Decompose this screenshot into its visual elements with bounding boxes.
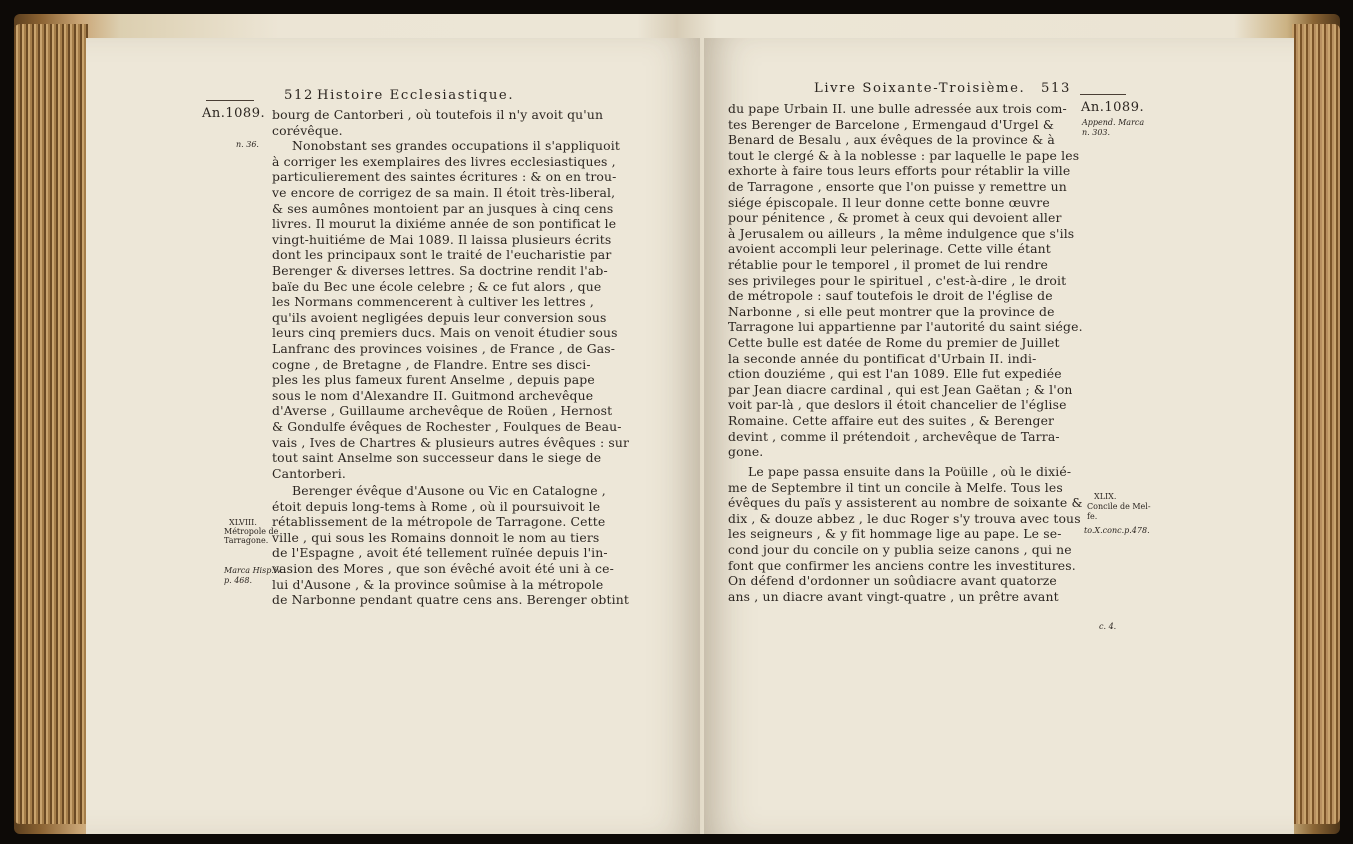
text-line: gone. xyxy=(728,444,764,460)
left-margin-note: Marca Hisp.iv. xyxy=(224,566,283,575)
right-header-rule xyxy=(1080,94,1126,95)
text-line: Nonobstant ses grandes occupations il s'appliquoit xyxy=(292,138,621,154)
left-margin-note: Tarragone. xyxy=(224,536,269,545)
text-line: à Jerusalem ou ailleurs , la même indulgence que s'ils xyxy=(728,225,1075,241)
text-line: du pape Urbain II. une bulle adressée aux trois com- xyxy=(728,101,1067,116)
right-year-marker: An.1089. xyxy=(1081,100,1145,115)
text-line: rétablissement de la métropole de Tarragone. Cette xyxy=(272,514,606,530)
left-running-title: Histoire Ecclesiastique. xyxy=(317,88,515,103)
left-year-marker: An.1089. xyxy=(202,106,266,121)
right-page-number: 513 xyxy=(1041,81,1071,96)
text-line: la seconde année du pontificat d'Urbain II. indi- xyxy=(728,350,1037,366)
left-header-rule xyxy=(206,100,254,101)
text-line: siége épiscopale. Il leur donne cette bonne œuvre xyxy=(728,194,1050,210)
right-margin-note: XLIX. xyxy=(1094,492,1117,501)
text-line: dont les principaux sont le traité de l'eucharistie par xyxy=(272,247,612,263)
text-line: me de Septembre il tint un concile à Melfe. Tous les xyxy=(728,479,1063,495)
text-line: Lanfranc des provinces voisines , de France , de Gas- xyxy=(272,341,616,356)
text-line: dix , & douze abbez , le duc Roger s'y trouva avec tous xyxy=(728,510,1081,526)
text-line: Tarragone lui appartienne par l'autorité du saint siége. xyxy=(728,319,1083,335)
text-line: & Gondulfe évêques de Rochester , Foulques de Beau- xyxy=(272,419,622,434)
left-margin-note: p. 468. xyxy=(224,576,253,585)
text-line: les Normans commencerent à cultiver les lettres , xyxy=(272,294,594,310)
text-line: Le pape passa ensuite dans la Poüille , où le dixié- xyxy=(748,464,1072,479)
text-line: de l'Espagne , avoit été tellement ruïnée depuis l'in- xyxy=(272,545,608,561)
text-line: de métropole : sauf toutefois le droit de l'église de xyxy=(728,288,1053,304)
text-line: de Tarragone , ensorte que l'on puisse y remettre un xyxy=(728,179,1067,194)
right-running-title: Livre Soixante-Troisième. xyxy=(814,81,1026,96)
text-line: pour pénitence , & promet à ceux qui devoient aller xyxy=(728,210,1062,226)
text-line: corévêque. xyxy=(272,122,343,138)
text-line: cogne , de Bretagne , de Flandre. Entre ses disci- xyxy=(272,356,591,372)
text-line: étoit depuis long-tems à Rome , où il poursuivoit le xyxy=(272,498,601,514)
text-line: rétablie pour le temporel , il promet de lui rendre xyxy=(728,257,1049,272)
text-line: baïe du Bec une école celebre ; & ce fut alors , que xyxy=(272,278,602,294)
right-margin-note: fe. xyxy=(1087,512,1098,521)
text-line: ans , un diacre avant vingt-quatre , un prêtre avant xyxy=(728,588,1059,604)
text-line: les seigneurs , & y fit hommage lige au pape. Le se- xyxy=(728,526,1062,542)
text-line: lui d'Ausone , & la province soûmise à la métropole xyxy=(272,576,604,592)
text-line: à corriger les exemplaires des livres ecclesiastiques , xyxy=(272,153,616,169)
open-book xyxy=(14,14,1340,834)
right-margin-note: Append. Marca xyxy=(1082,118,1145,127)
right-margin-note: Concile de Mel- xyxy=(1087,502,1151,511)
text-line: d'Averse , Guillaume archevêque de Roüen , Hernost xyxy=(272,403,613,419)
text-line: voit par-là , que deslors il étoit chancelier de l'église xyxy=(728,397,1067,413)
left-page-number: 512 xyxy=(284,88,314,103)
text-line: leurs cinq premiers ducs. Mais on venoit étudier sous xyxy=(272,325,618,341)
text-line: de Narbonne pendant quatre cens ans. Berenger obtint xyxy=(272,592,629,608)
text-line: bourg de Cantorberi , où toutefois il n'y avoit qu'un xyxy=(272,107,604,122)
text-line: vasion des Mores , que son évêché avoit été uni à ce- xyxy=(272,561,614,576)
text-line: livres. Il mourut la dixiéme année de son pontificat le xyxy=(272,216,617,232)
left-page-edges xyxy=(14,24,88,824)
text-line: tout le clergé & à la noblesse : par laquelle le pape les xyxy=(728,147,1080,163)
text-line: Berenger évêque d'Ausone ou Vic en Catalogne , xyxy=(292,483,606,498)
text-line: particulierement des saintes écritures : & on en trou- xyxy=(272,169,617,185)
text-line: vingt-huitiéme de Mai 1089. Il laissa plusieurs écrits xyxy=(272,231,612,247)
right-margin-note: to.X.conc.p.478. xyxy=(1084,526,1150,535)
text-line: ville , qui sous les Romains donnoit le nom au tiers xyxy=(272,529,600,545)
text-line: devint , comme il prétendoit , archevêque de Tarra- xyxy=(728,428,1060,444)
left-margin-note: XLVIII. xyxy=(229,518,257,527)
right-margin-note: n. 303. xyxy=(1082,128,1111,137)
text-line: Romaine. Cette affaire eut des suites , & Berenger xyxy=(728,413,1055,428)
text-line: cond jour du concile on y publia seize canons , qui ne xyxy=(728,542,1072,557)
text-line: sous le nom d'Alexandre II. Guitmond archevêque xyxy=(272,387,594,403)
text-line: On défend d'ordonner un soûdiacre avant quatorze xyxy=(728,573,1057,589)
text-line: ses privileges pour le spirituel , c'est-à-dire , le droit xyxy=(728,272,1067,288)
text-line: ples les plus fameux furent Anselme , depuis pape xyxy=(272,372,595,388)
right-margin-note: c. 4. xyxy=(1099,622,1117,631)
text-line: évêques du païs y assisterent au nombre de soixante & xyxy=(728,495,1083,511)
text-line: Cantorberi. xyxy=(272,465,346,481)
text-line: ction douziéme , qui est l'an 1089. Elle fut expediée xyxy=(728,366,1062,382)
text-line: Berenger & diverses lettres. Sa doctrine rendit l'ab- xyxy=(272,263,608,278)
left-margin-note: n. 36. xyxy=(236,140,259,149)
text-line: tout saint Anselme son successeur dans le siege de xyxy=(272,450,602,466)
text-line: tes Berenger de Barcelone , Ermengaud d'Urgel & xyxy=(728,116,1054,132)
text-line: exhorte à faire tous leurs efforts pour rétablir la ville xyxy=(728,163,1071,179)
right-page-edges xyxy=(1292,24,1340,824)
text-line: avoient accompli leur pelerinage. Cette ville étant xyxy=(728,241,1051,257)
left-margin-note: Métropole de xyxy=(224,527,279,536)
text-line: & ses aumônes montoient par an jusques à cinq cens xyxy=(272,200,614,216)
text-line: Narbonne , si elle peut montrer que la province de xyxy=(728,303,1055,319)
text-line: Benard de Besalu , aux évêques de la province & à xyxy=(728,132,1055,148)
text-line: Cette bulle est datée de Rome du premier de Juillet xyxy=(728,335,1060,350)
text-line: qu'ils avoient negligées depuis leur conversion sous xyxy=(272,309,607,325)
text-line: par Jean diacre cardinal , qui est Jean Gaëtan ; & l'on xyxy=(728,381,1073,397)
text-line: ve encore de corrigez de sa main. Il étoit très-liberal, xyxy=(272,185,616,200)
text-line: font que confirmer les anciens contre les investitures. xyxy=(728,557,1076,573)
text-line: vais , Ives de Chartres & plusieurs autres évêques : sur xyxy=(272,434,630,450)
